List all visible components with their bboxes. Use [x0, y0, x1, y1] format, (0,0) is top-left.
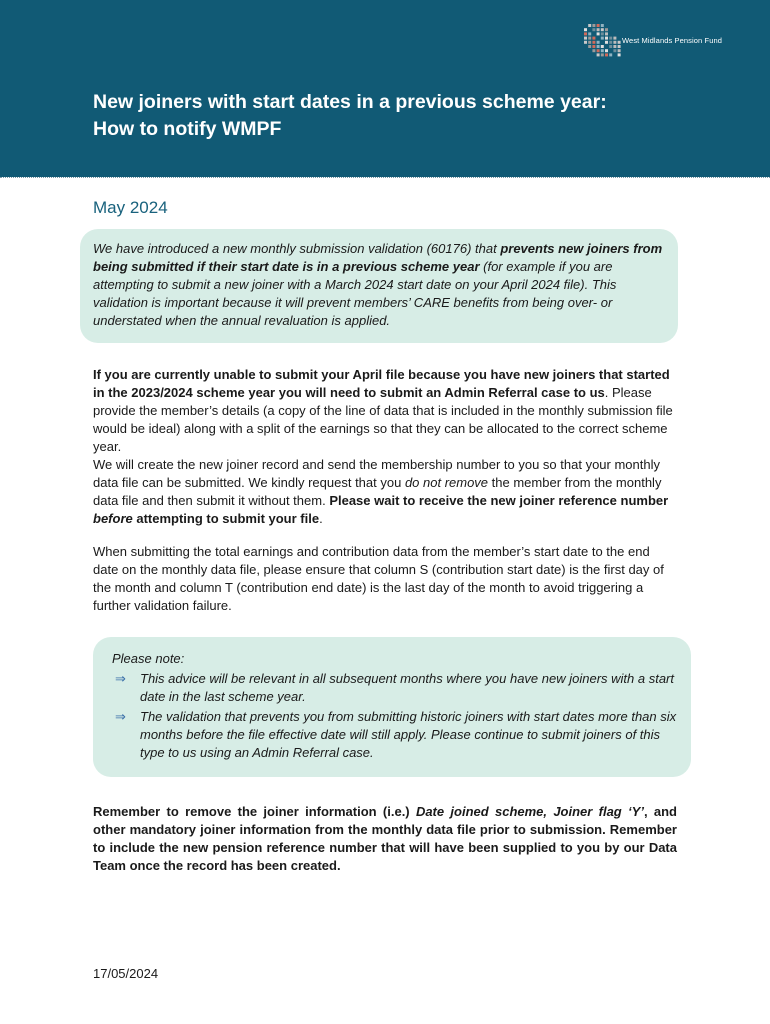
double-arrow-icon: ⇒ [115, 709, 126, 724]
intro-callout [80, 229, 678, 343]
reminder-paragraph: Remember to remove the joiner information (i.e.) Date joined scheme, Joiner flag ‘Y’, and other mandatory joiner information from the monthly data file prior to submission. Remember to include the new pension reference number that will have been supplied to you by our Data Team once the record has been created. [93, 804, 677, 873]
logo-text: West Midlands Pension Fund [622, 36, 723, 45]
page-header [0, 0, 770, 177]
note-bullet: ⇒ This advice will be relevant in all subsequent months where you have new joiners with a start date in the last scheme year. [115, 671, 674, 704]
title-line-1: New joiners with start dates in a previous scheme year: [93, 91, 607, 113]
double-arrow-icon: ⇒ [115, 671, 126, 686]
page-title [93, 89, 733, 143]
footer-date: 17/05/2024 [93, 966, 159, 981]
intro-text: We have introduced a new monthly submission validation (60176) that prevents new joiners from being submitted if their start date is in a previous scheme year (for example if you are attempting to submit a new joiner with a March 2024 start date on your April 2024 file). This validation is important because it will prevent members’ CARE benefits from being over- or understated when the annual revaluation is applied. [93, 241, 663, 328]
earnings-paragraph: When submitting the total earnings and contribution data from the member’s start date to the end date on the monthly data file, please ensure that column S (contribution start date) is the first day of the month and column T (contribution end date) is the last day of the month to avoid triggering a further validation failure. [93, 544, 664, 613]
title-line-2: How to notify WMPF [93, 118, 282, 140]
note-label: Please note: [112, 651, 185, 666]
note-callout [93, 637, 691, 777]
date-heading: May 2024 [93, 198, 168, 217]
note-bullet: ⇒ The validation that prevents you from submitting historic joiners with start dates more than six months before the file effective date will still apply. Please continue to submit joiners of this type to us using an Admin Referral case. [115, 709, 677, 760]
admin-referral-paragraph: If you are currently unable to submit your April file because you have new joiners that started in the 2023/2024 scheme year you will need to submit an Admin Referral case to us. Please provide the member’s details (a copy of the line of data that is included in the monthly submission file would be ideal) along with a split of the earnings so that they can be allocated to the correct scheme year. We will create the new joiner record and send the membership number to you so that your monthly data file can be submitted. We kindly request that you do not remove the member from the monthly data file and then submit it without them. Please wait to receive the new joiner reference number before attempting to submit your file. [93, 367, 673, 526]
header-divider [0, 177, 770, 178]
